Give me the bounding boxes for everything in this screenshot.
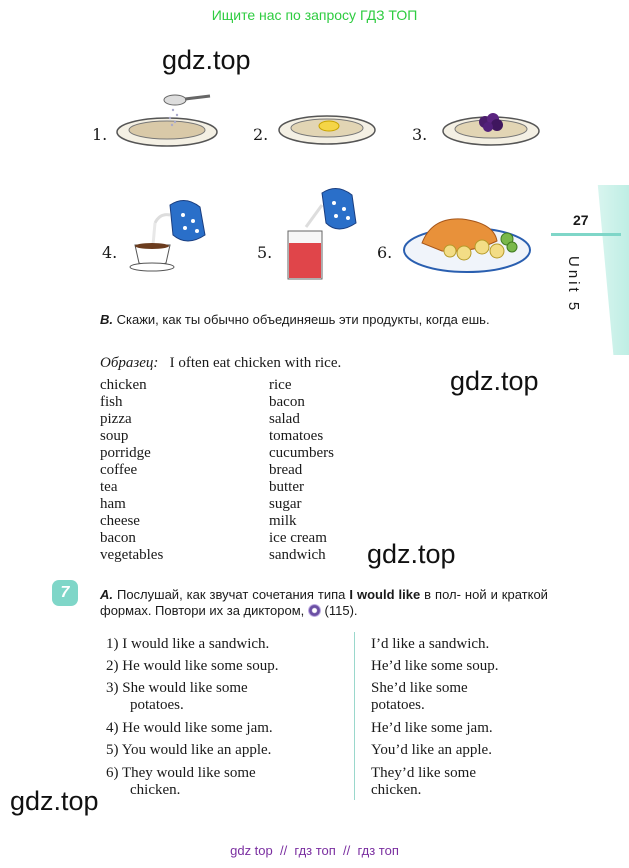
short-form-sentence: He’d like some soup. (371, 658, 499, 674)
short-form-sentence: They’d like some (371, 765, 476, 781)
audio-disc-icon[interactable] (308, 604, 321, 617)
full-form-sentence: He would like some jam. (122, 720, 273, 736)
short-form-sentence: She’d like some (371, 680, 468, 696)
picture-number: 6. (377, 243, 393, 262)
porridge-butter-illustration (277, 108, 377, 153)
watermark: gdz.top (10, 786, 99, 816)
porridge-sugar-illustration (115, 90, 225, 155)
food-column-2 (269, 377, 334, 564)
exercise-b-text: Скажи, как ты обычно объединяешь эти продукты, когда ешь. (116, 312, 490, 327)
food-word: butter (269, 479, 304, 495)
watermark: gdz.top (367, 539, 456, 569)
unit-label: Unit 5 (565, 256, 582, 314)
full-form-continuation: potatoes. (130, 697, 184, 713)
full-form-sentence: He would like some soup. (122, 658, 279, 674)
item-number: 1) (106, 636, 119, 652)
instruction-part-2: в пол- (424, 587, 461, 602)
food-word: bacon (100, 530, 136, 546)
food-word: ham (100, 496, 126, 512)
food-word: chicken (100, 377, 147, 393)
food-word: pizza (100, 411, 132, 427)
picture-number: 5. (257, 243, 273, 262)
short-form-sentence: You’d like an apple. (371, 742, 492, 758)
footer-links[interactable]: gdz top // гдз топ // гдз топ (230, 843, 399, 858)
exercise-7-badge: 7 (52, 580, 78, 606)
item-number: 3) (106, 680, 119, 696)
exercise-7-letter: A. (100, 587, 113, 602)
short-form-sentence: He’d like some jam. (371, 720, 493, 736)
sample-text: I often eat chicken with rice. (169, 355, 342, 371)
exercise-b-instruction (100, 312, 545, 328)
picture-number: 1. (92, 125, 108, 144)
instruction-bold: I would like (349, 587, 421, 602)
exercise-b-letter: B. (100, 312, 113, 327)
food-word: fish (100, 394, 123, 410)
juice-glass-illustration (282, 183, 362, 283)
full-form-continuation: chicken. (130, 782, 181, 798)
track-number: (115). (324, 603, 358, 618)
food-word: tea (100, 479, 118, 495)
full-forms-list (106, 636, 346, 806)
picture-number: 4. (102, 243, 118, 262)
food-word: cucumbers (269, 445, 334, 461)
item-number: 2) (106, 658, 119, 674)
page-number: 27 (573, 212, 589, 228)
side-accent (551, 185, 629, 355)
food-word: cheese (100, 513, 140, 529)
sample-line (100, 355, 341, 372)
food-word: bacon (269, 394, 305, 410)
food-word: sugar (269, 496, 302, 512)
food-word: salad (269, 411, 300, 427)
item-number: 4) (106, 720, 119, 736)
short-forms-list (371, 636, 571, 806)
full-form-sentence: They would like some (121, 765, 256, 781)
food-word: bread (269, 462, 303, 478)
column-divider (354, 632, 355, 800)
full-form-sentence: I would like a sandwich. (122, 636, 270, 652)
watermark: gdz.top (450, 366, 539, 396)
food-word: sandwich (269, 547, 326, 563)
food-word: tomatoes (269, 428, 324, 444)
food-word: ice cream (269, 530, 327, 546)
short-form-continuation: potatoes. (371, 697, 425, 713)
food-word: porridge (100, 445, 151, 461)
short-form-sentence: I’d like a sandwich. (371, 636, 490, 652)
watermark: gdz.top (162, 45, 251, 75)
instruction-part-3: ной и краткой формах. Повтори их за диктором, (100, 587, 548, 618)
food-word: milk (269, 513, 297, 529)
food-word: vegetables (100, 547, 164, 563)
full-form-sentence: She would like some (122, 680, 248, 696)
page-number-bar (551, 233, 621, 236)
food-word: coffee (100, 462, 138, 478)
picture-number: 3. (412, 125, 428, 144)
food-column-1 (100, 377, 163, 564)
milk-tea-illustration (125, 195, 215, 275)
porridge-jam-illustration (441, 105, 541, 155)
sample-label: Образец: (100, 355, 159, 371)
picture-number: 2. (253, 125, 269, 144)
chicken-dish-illustration (402, 205, 532, 280)
full-form-sentence: You would like an apple. (121, 742, 272, 758)
food-word: rice (269, 377, 292, 393)
top-banner[interactable]: Ищите нас по запросу ГДЗ ТОП (211, 7, 418, 23)
short-form-continuation: chicken. (371, 782, 422, 798)
instruction-part-1: Послушай, как звучат сочетания типа (116, 587, 346, 602)
exercise-7-instruction (100, 587, 548, 619)
item-number: 5) (106, 742, 119, 758)
food-word: soup (100, 428, 129, 444)
item-number: 6) (106, 765, 119, 781)
